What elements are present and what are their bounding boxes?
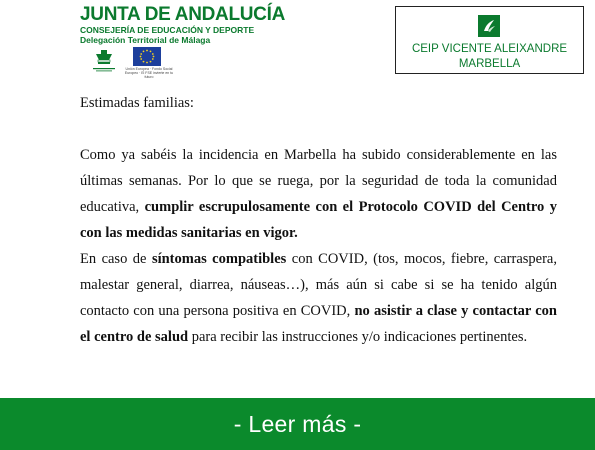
paragraph-text: En caso de (80, 251, 152, 267)
paragraph-text: con COVID, (tos, mocos, fiebre, carraspera, malestar general, diarrea, náuseas…), más aún si cabe si se ha tenido algún contacto con una persona positiva en COVID, (80, 251, 557, 319)
school-logo-icon (478, 15, 500, 37)
letter-paragraph-1 (80, 142, 557, 246)
school-badge (395, 6, 584, 74)
org-delegation: Delegación Territorial de Málaga (80, 35, 211, 45)
letterhead (0, 0, 595, 85)
eu-caption: Unión Europea · Fondo Social Europeo · El FSE invierte en tu futuro (124, 67, 174, 79)
junta-andalucia-logo-icon (90, 48, 118, 74)
letter-greeting: Estimadas familias: (80, 95, 194, 111)
emphasis-text: síntomas compatibles (151, 251, 287, 267)
emphasis-text: no asistir a clase y contactar con el centro de salud (80, 303, 557, 345)
school-name-line1: CEIP VICENTE ALEIXANDRE (411, 43, 568, 55)
read-more-link[interactable]: - Leer más - (233, 410, 362, 437)
letter-paragraph-2 (80, 246, 557, 350)
emphasis-text: cumplir escrupulosamente con el Protocolo COVID del Centro y con las medidas sanitarias en vigor. (80, 199, 557, 241)
school-name (396, 42, 583, 72)
school-name-line2: MARBELLA (458, 58, 521, 70)
eu-flag-icon (133, 47, 161, 66)
letter-body (80, 90, 557, 350)
org-subtitle: CONSEJERÍA DE EDUCACIÓN Y DEPORTE (80, 25, 255, 35)
read-more-bar[interactable] (0, 398, 595, 450)
org-title: JUNTA DE ANDALUCÍA (80, 4, 286, 25)
paragraph-text: para recibir las instrucciones y/o indicaciones pertinentes. (188, 329, 528, 345)
paragraph-text: Como ya sabéis la incidencia en Marbella ha subido considerablemente en las últimas semanas. Por lo que se ruega, por la seguridad de toda la comunidad educativa, (80, 147, 557, 215)
